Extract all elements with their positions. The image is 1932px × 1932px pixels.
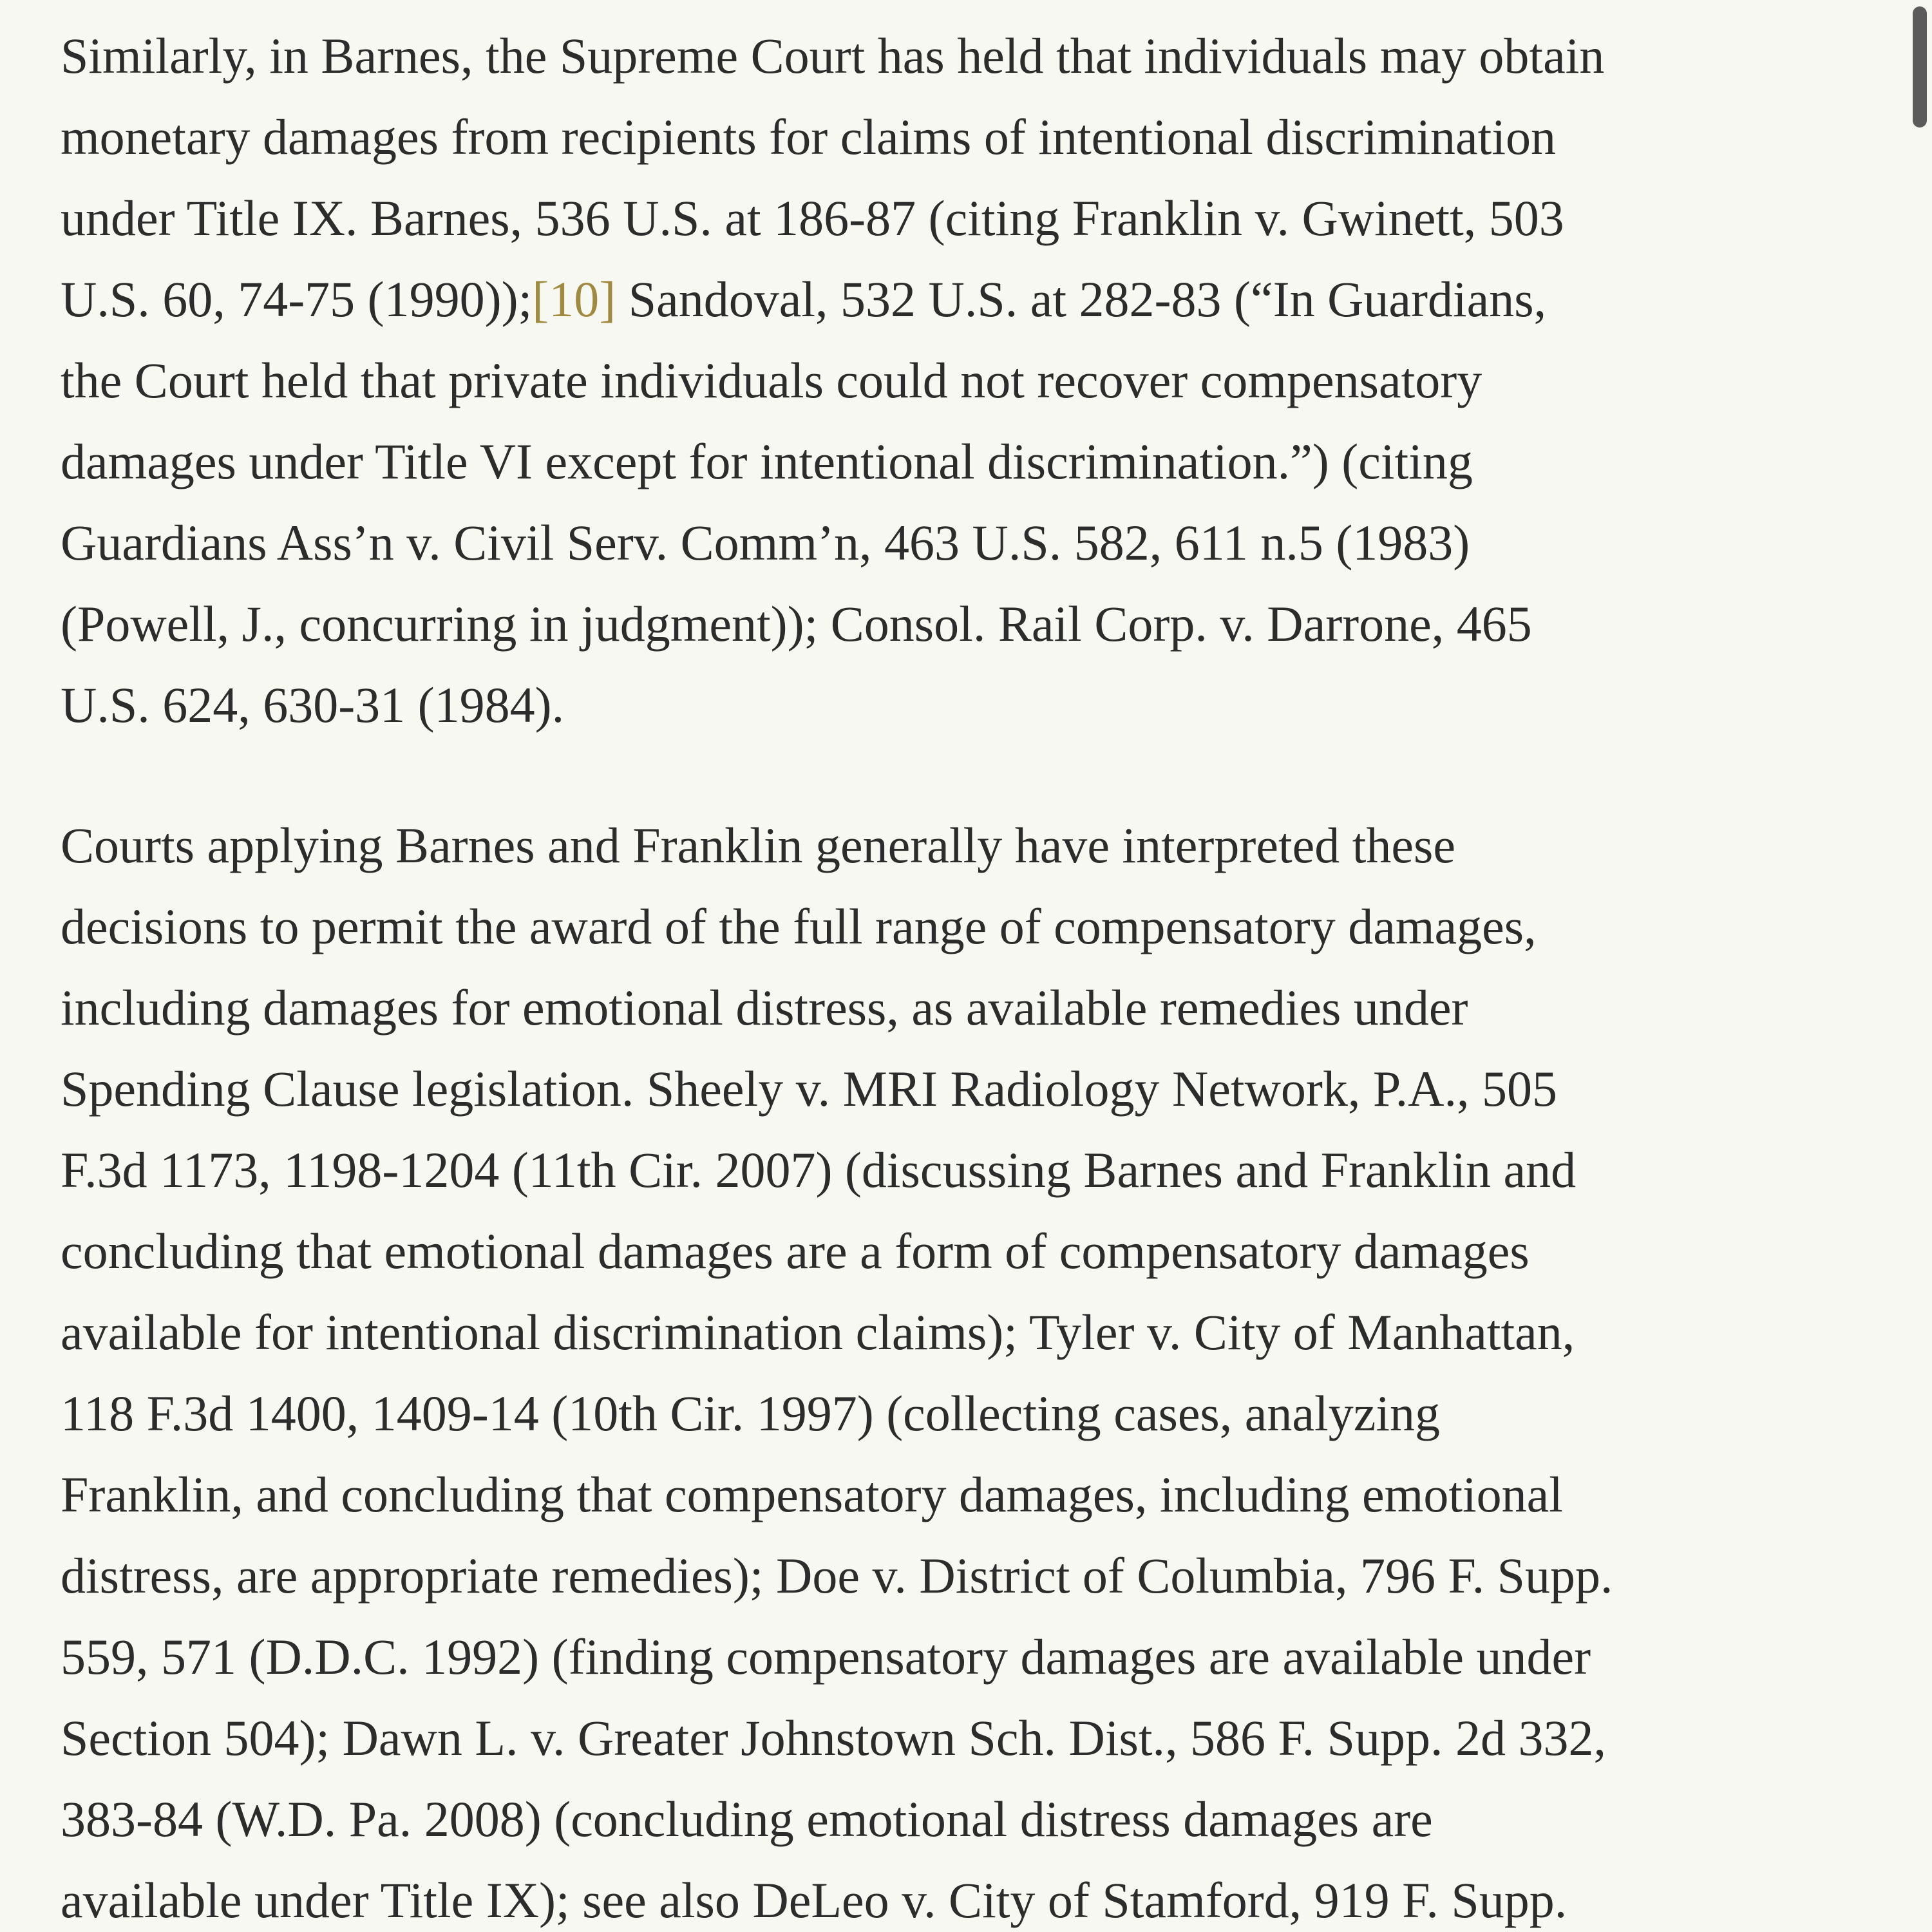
text-line: under Title IX. Barnes, 536 U.S. at 186-87 (citing Franklin v. Gwinett, 503: [61, 190, 1564, 246]
text-line: decisions to permit the award of the full range of compensatory damages,: [61, 898, 1537, 954]
text-line: 383-84 (W.D. Pa. 2008) (concluding emotional distress damages are: [61, 1791, 1433, 1847]
text-segment: Sandoval, 532 U.S. at 282-83 (“In Guardians,: [616, 271, 1547, 327]
text-line: F.3d 1173, 1198-1204 (11th Cir. 2007) (discussing Barnes and Franklin and: [61, 1142, 1577, 1198]
text-line: concluding that emotional damages are a form of compensatory damages: [61, 1223, 1530, 1279]
vertical-scrollbar[interactable]: [1906, 0, 1932, 1932]
text-line: Similarly, in Barnes, the Supreme Court has held that individuals may obtain: [61, 28, 1605, 84]
footnote-link-10[interactable]: [10]: [532, 271, 616, 327]
text-line: the Court held that private individuals could not recover compensatory: [61, 352, 1482, 408]
text-line: available for intentional discrimination claims); Tyler v. City of Manhattan,: [61, 1304, 1575, 1360]
scrollbar-thumb[interactable]: [1913, 6, 1927, 128]
text-line: Franklin, and concluding that compensatory damages, including emotional: [61, 1466, 1563, 1522]
text-line: U.S. 624, 630-31 (1984).: [61, 677, 565, 733]
text-line: Courts applying Barnes and Franklin generally have interpreted these: [61, 817, 1456, 873]
text-line: including damages for emotional distress, as available remedies under: [61, 980, 1468, 1036]
paragraph-courts-applying: [61, 805, 1877, 1932]
text-line: 559, 571 (D.D.C. 1992) (finding compensatory damages are available under: [61, 1629, 1591, 1685]
text-line: (Powell, J., concurring in judgment)); Consol. Rail Corp. v. Darrone, 465: [61, 596, 1532, 652]
text-line: distress, are appropriate remedies); Doe v. District of Columbia, 796 F. Supp.: [61, 1548, 1613, 1604]
text-line: [61, 259, 1877, 340]
text-line: damages under Title VI except for intentional discrimination.”) (citing: [61, 433, 1473, 489]
text-line: 118 F.3d 1400, 1409-14 (10th Cir. 1997) (collecting cases, analyzing: [61, 1385, 1440, 1441]
text-line: Section 504); Dawn L. v. Greater Johnstown Sch. Dist., 586 F. Supp. 2d 332,: [61, 1710, 1607, 1766]
document-body: [61, 15, 1877, 1932]
paragraph-barnes: [61, 15, 1877, 746]
text-line: available under Title IX); see also DeLeo v. City of Stamford, 919 F. Supp.: [61, 1872, 1567, 1928]
text-line: Spending Clause legislation. Sheely v. MRI Radiology Network, P.A., 505: [61, 1061, 1557, 1117]
text-segment: U.S. 60, 74-75 (1990));: [61, 271, 533, 327]
text-line: monetary damages from recipients for claims of intentional discrimination: [61, 109, 1556, 165]
text-line: Guardians Ass’n v. Civil Serv. Comm’n, 463 U.S. 582, 611 n.5 (1983): [61, 515, 1470, 571]
